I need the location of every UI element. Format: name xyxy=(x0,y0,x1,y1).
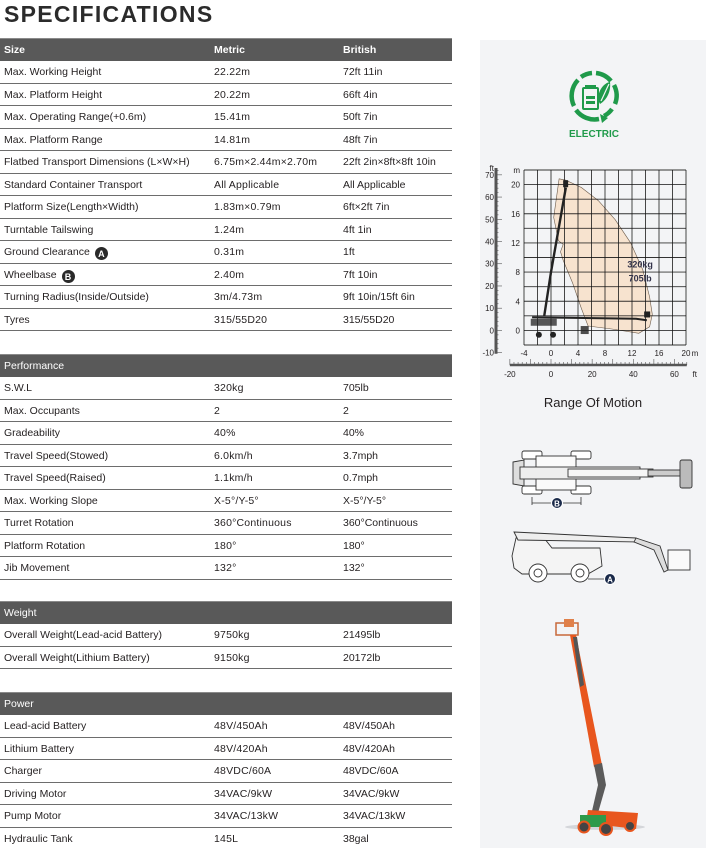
y-tick-m: 16 xyxy=(511,209,520,219)
spec-row xyxy=(0,557,452,580)
metric-value xyxy=(214,201,281,213)
metric-value xyxy=(214,810,278,822)
british-value xyxy=(343,743,395,755)
metric-value xyxy=(214,269,244,281)
x-tick-m: 16 xyxy=(654,349,664,358)
range-of-motion-caption: Range Of Motion xyxy=(543,395,643,410)
cell-text: 40% xyxy=(343,427,365,439)
spec-label xyxy=(4,472,106,484)
cell-text: Platform Size(Length×Width) xyxy=(4,201,139,213)
section-header xyxy=(0,354,452,377)
y-tick-ft: -10 xyxy=(482,348,494,358)
platform-extended-icon xyxy=(644,311,650,317)
cell-text: 14.81m xyxy=(214,133,251,146)
section-header xyxy=(0,601,452,624)
spec-row xyxy=(0,512,452,535)
boom-lift-photo xyxy=(540,615,650,840)
cell-text: Overall Weight(Lead-acid Battery) xyxy=(4,629,162,641)
metric-value xyxy=(214,495,259,507)
chassis-icon xyxy=(531,319,557,326)
x-tick-m: 20 xyxy=(681,349,691,358)
load-label-kg: 320kg xyxy=(627,259,653,270)
wheel-icon xyxy=(550,332,556,338)
spec-label xyxy=(4,540,85,552)
column-header: British xyxy=(343,44,377,56)
spec-row xyxy=(0,535,452,558)
x-tick-m: -4 xyxy=(520,349,528,358)
cell-text: Turning Radius(Inside/Outside) xyxy=(4,291,149,303)
range-of-motion-chart xyxy=(480,160,706,390)
spec-label xyxy=(4,66,101,78)
badge-b-text: B xyxy=(554,499,560,509)
spec-label xyxy=(4,765,42,777)
x-tick-ft: 0 xyxy=(548,370,554,379)
x-tick-m: 0 xyxy=(548,349,554,358)
spec-row xyxy=(0,174,452,197)
wheel-icon xyxy=(536,332,542,338)
metric-value xyxy=(214,833,238,845)
british-value xyxy=(343,66,383,78)
cell-text: Tyres xyxy=(4,313,30,326)
cell-text: 132° xyxy=(343,562,365,574)
cell-text: Hydraulic Tank xyxy=(4,832,73,845)
cell-text: Max. Platform Height xyxy=(4,88,103,101)
spec-label xyxy=(4,201,139,213)
metric-value xyxy=(214,111,250,123)
spec-label xyxy=(4,269,75,283)
spec-row xyxy=(0,760,452,783)
x-tick-m: 4 xyxy=(575,349,581,358)
cell-text: Ground Clearance xyxy=(4,246,90,258)
metric-value xyxy=(214,246,244,258)
page-title: SPECIFICATIONS xyxy=(4,1,214,27)
spec-label xyxy=(4,562,69,574)
british-value xyxy=(343,788,399,800)
metric-value xyxy=(214,472,253,484)
platform-raised-icon xyxy=(563,180,568,187)
y-tick-ft: 70 xyxy=(485,170,494,180)
cell-text: 48V/420Ah xyxy=(214,742,268,755)
spec-label xyxy=(4,629,162,641)
wheel-icon xyxy=(625,821,635,831)
top-view-diagram xyxy=(508,448,698,520)
spec-row xyxy=(0,647,452,670)
y-tick-m: 12 xyxy=(511,238,520,248)
spec-row xyxy=(0,286,452,309)
cell-text: Max. Platform Range xyxy=(4,133,103,146)
metric-value xyxy=(214,291,262,303)
y-tick-ft: 30 xyxy=(485,259,494,269)
cell-text: 0.31m xyxy=(214,246,245,258)
electric-badge-icon xyxy=(564,66,624,126)
british-value xyxy=(343,810,405,822)
y-tick-ft: 20 xyxy=(485,281,494,291)
cell-text: Gradeability xyxy=(4,427,61,439)
x-tick-ft: -20 xyxy=(504,370,516,379)
cell-text: 6ft×2ft 7in xyxy=(343,201,390,213)
spec-label xyxy=(4,291,149,303)
y-tick-ft: 60 xyxy=(485,193,494,203)
cell-text: 66ft 4in xyxy=(343,88,378,101)
british-value xyxy=(343,89,377,101)
cell-text: Max. Working Slope xyxy=(4,494,98,507)
spec-label xyxy=(4,405,80,417)
spec-row xyxy=(0,624,452,647)
spec-row xyxy=(0,377,452,400)
metric-value xyxy=(214,89,250,101)
spec-label xyxy=(4,89,102,101)
cell-text: 4ft 1in xyxy=(343,223,372,236)
section-title: Power xyxy=(4,698,34,710)
spec-row xyxy=(0,241,452,264)
x-tick-ft: 60 xyxy=(669,370,679,379)
y-tick-ft: 0 xyxy=(489,326,494,336)
cell-text: 34VAC/13kW xyxy=(343,810,406,822)
spec-label xyxy=(4,134,103,146)
spec-label xyxy=(4,450,108,462)
british-value xyxy=(343,472,378,484)
cell-text: 1ft xyxy=(343,246,355,258)
metric-value xyxy=(214,540,237,552)
spec-label xyxy=(4,179,142,191)
section-title: Weight xyxy=(4,607,37,619)
british-value xyxy=(343,765,398,777)
british-value xyxy=(343,562,365,574)
y-tick-ft: 10 xyxy=(485,304,494,314)
cell-text: Travel Speed(Raised) xyxy=(4,472,106,484)
spec-row xyxy=(0,422,452,445)
cell-text: X-5°/Y-5° xyxy=(214,494,259,507)
cell-text: 6.75m×2.44m×2.70m xyxy=(214,156,318,168)
cell-text: 48V/420Ah xyxy=(343,742,395,755)
cell-text: 9ft 10in/15ft 6in xyxy=(343,291,415,303)
british-value xyxy=(343,269,377,281)
british-value xyxy=(343,201,389,213)
metric-value xyxy=(214,314,267,326)
british-value xyxy=(343,179,405,191)
cell-text: 2 xyxy=(343,404,349,417)
spec-label xyxy=(4,382,32,394)
british-value xyxy=(343,450,378,462)
cell-text: 180° xyxy=(343,539,365,552)
spec-label xyxy=(4,517,74,529)
spec-section xyxy=(0,38,452,331)
british-value xyxy=(343,314,394,326)
x-tick-m: 12 xyxy=(627,349,637,358)
spec-label xyxy=(4,224,93,236)
section-title: Size xyxy=(4,44,26,56)
cell-text: 1.83m×0.79m xyxy=(214,201,281,213)
cell-text: Lithium Battery xyxy=(4,742,75,755)
spec-row xyxy=(0,805,452,828)
x-tick-m: 8 xyxy=(602,349,608,358)
spec-section xyxy=(0,692,452,848)
cell-text: 48ft 7in xyxy=(343,133,378,146)
cell-text: 360°Continuous xyxy=(214,517,292,529)
cell-text: Turntable Tailswing xyxy=(4,223,94,236)
cell-text: 315/55D20 xyxy=(343,313,395,326)
work-envelope-area xyxy=(554,179,653,333)
metric-value xyxy=(214,743,268,755)
british-value xyxy=(343,382,369,394)
british-value xyxy=(343,224,372,236)
british-value xyxy=(343,629,380,641)
spec-row xyxy=(0,445,452,468)
spec-label xyxy=(4,495,98,507)
spec-label xyxy=(4,833,73,845)
metric-value xyxy=(214,788,272,800)
metric-value xyxy=(214,765,271,777)
metric-value xyxy=(214,224,244,236)
cell-text: Max. Occupants xyxy=(4,404,80,417)
cell-text: 15.41m xyxy=(214,111,251,123)
cell-text: Standard Container Transport xyxy=(4,178,143,191)
spec-row xyxy=(0,129,452,152)
section-header xyxy=(0,38,452,61)
cell-text: 315/55D20 xyxy=(214,313,268,326)
spec-row xyxy=(0,61,452,84)
cell-text: 2.40m xyxy=(214,268,245,281)
cell-text: All Applicable xyxy=(214,178,280,191)
cell-text: Wheelbase xyxy=(4,268,57,281)
spec-section xyxy=(0,354,452,580)
metric-value xyxy=(214,156,317,168)
spec-label xyxy=(4,652,150,664)
cell-text: 6.0km/h xyxy=(214,449,253,462)
cell-text: 1.24m xyxy=(214,223,245,236)
cell-text: Turret Rotation xyxy=(4,517,74,529)
cell-text: X-5°/Y-5° xyxy=(343,494,387,507)
cell-text: 9750kg xyxy=(214,629,250,641)
spec-row xyxy=(0,828,452,848)
metric-value xyxy=(214,134,250,146)
cell-text: 40% xyxy=(214,427,236,439)
spec-row xyxy=(0,400,452,423)
electric-label: ELECTRIC xyxy=(569,129,619,140)
cell-text: S.W.L xyxy=(4,382,33,394)
cell-text: Overall Weight(Lithium Battery) xyxy=(4,651,150,664)
british-value xyxy=(343,405,349,417)
cell-text: 48VDC/60A xyxy=(214,765,272,777)
metric-value xyxy=(214,427,236,439)
cell-text: 7ft 10in xyxy=(343,268,378,281)
y-tick-m: 0 xyxy=(515,326,520,336)
spec-row xyxy=(0,490,452,513)
british-value xyxy=(343,111,377,123)
spec-row xyxy=(0,151,452,174)
cell-text: 34VAC/13kW xyxy=(214,810,279,822)
x-tick-ft: 20 xyxy=(587,370,597,379)
jib-icon xyxy=(581,326,589,334)
cell-text: 72ft 11in xyxy=(343,66,383,78)
spec-label xyxy=(4,427,60,439)
spec-row xyxy=(0,219,452,242)
metric-value xyxy=(214,517,292,529)
cell-text: 34VAC/9kW xyxy=(214,787,273,800)
cell-text: 48V/450Ah xyxy=(343,720,395,732)
x-unit-m: m xyxy=(691,349,699,358)
british-value xyxy=(343,540,365,552)
wheel-icon xyxy=(579,822,590,833)
metric-value xyxy=(214,66,250,78)
section-title: Performance xyxy=(4,360,65,372)
cell-text: 22.22m xyxy=(214,66,251,78)
cell-text: 48V/450Ah xyxy=(214,720,268,732)
cell-text: 132° xyxy=(214,562,237,574)
cell-text: 3m/4.73m xyxy=(214,291,263,303)
cell-text: Travel Speed(Stowed) xyxy=(4,449,109,462)
spec-row xyxy=(0,196,452,219)
cell-text: 20172lb xyxy=(343,651,381,664)
spec-section xyxy=(0,601,452,669)
british-value xyxy=(343,427,364,439)
cell-text: Platform Rotation xyxy=(4,539,86,552)
metric-value xyxy=(214,382,244,394)
british-value xyxy=(343,652,380,664)
y-unit-ft: ft xyxy=(489,164,494,173)
cell-text: 50ft 7in xyxy=(343,111,378,123)
spec-label xyxy=(4,111,146,123)
column-header: Metric xyxy=(214,44,245,56)
cell-text: 705lb xyxy=(343,382,369,394)
dimension-badge-icon: A xyxy=(95,247,108,260)
cell-text: 0.7mph xyxy=(343,472,379,484)
metric-value xyxy=(214,629,250,641)
cell-text: 20.22m xyxy=(214,88,251,101)
spec-row xyxy=(0,467,452,490)
spec-label xyxy=(4,156,190,168)
x-unit-ft: ft xyxy=(692,370,698,379)
cell-text: 320kg xyxy=(214,382,244,394)
section-header xyxy=(0,692,452,715)
cell-text: Charger xyxy=(4,765,42,777)
spec-label xyxy=(4,743,74,755)
spec-row xyxy=(0,783,452,806)
cell-text: 38gal xyxy=(343,832,369,845)
cell-text: 34VAC/9kW xyxy=(343,787,400,800)
dimension-badge-icon: B xyxy=(62,270,75,283)
metric-value xyxy=(214,179,279,191)
metric-value xyxy=(214,450,253,462)
cell-text: 21495lb xyxy=(343,629,381,641)
cell-text: Pump Motor xyxy=(4,810,62,822)
y-unit-m: m xyxy=(513,166,520,175)
spec-row xyxy=(0,106,452,129)
y-tick-ft: 50 xyxy=(485,215,494,225)
cell-text: Max. Working Height xyxy=(4,66,102,78)
spec-row xyxy=(0,264,452,287)
side-view-diagram xyxy=(508,526,698,588)
spec-label xyxy=(4,810,61,822)
cell-text: Jib Movement xyxy=(4,562,70,574)
y-tick-m: 20 xyxy=(511,180,520,190)
cell-text: Driving Motor xyxy=(4,787,67,800)
british-value xyxy=(343,495,386,507)
spec-label xyxy=(4,314,30,326)
cell-text: 22ft 2in×8ft×8ft 10in xyxy=(343,156,436,168)
spec-label xyxy=(4,788,66,800)
cell-text: Max. Operating Range(+0.6m) xyxy=(4,111,147,123)
platform-icon xyxy=(680,460,692,488)
metric-value xyxy=(214,720,268,732)
badge-a-text: A xyxy=(607,575,613,585)
cell-text: 180° xyxy=(214,539,237,552)
british-value xyxy=(343,720,395,732)
cell-text: 145L xyxy=(214,832,239,845)
british-value xyxy=(343,156,436,168)
y-tick-m: 8 xyxy=(515,268,520,278)
spec-label xyxy=(4,246,108,260)
british-value xyxy=(343,517,418,529)
x-tick-ft: 40 xyxy=(628,370,638,379)
load-label-lb: 705lb xyxy=(628,273,652,284)
cell-text: 48VDC/60A xyxy=(343,765,399,777)
metric-value xyxy=(214,652,250,664)
cell-text: Flatbed Transport Dimensions (L×W×H) xyxy=(4,156,190,168)
platform-icon xyxy=(668,550,690,570)
british-value xyxy=(343,833,369,845)
y-tick-ft: 40 xyxy=(485,237,494,247)
spec-row xyxy=(0,309,452,332)
cell-text: 1.1km/h xyxy=(214,472,253,484)
cell-text: Lead-acid Battery xyxy=(4,720,87,732)
cell-text: 360°Continuous xyxy=(343,517,418,529)
british-value xyxy=(343,134,377,146)
spec-label xyxy=(4,720,86,732)
spec-row xyxy=(0,715,452,738)
cell-text: All Applicable xyxy=(343,178,406,191)
spec-row xyxy=(0,738,452,761)
spec-row xyxy=(0,84,452,107)
british-value xyxy=(343,291,415,303)
cell-text: 3.7mph xyxy=(343,449,379,462)
cell-text: 9150kg xyxy=(214,651,250,664)
y-tick-m: 4 xyxy=(515,297,520,307)
wheel-icon xyxy=(600,823,612,835)
cell-text: 2 xyxy=(214,404,221,417)
british-value xyxy=(343,246,355,258)
metric-value xyxy=(214,405,220,417)
metric-value xyxy=(214,562,237,574)
